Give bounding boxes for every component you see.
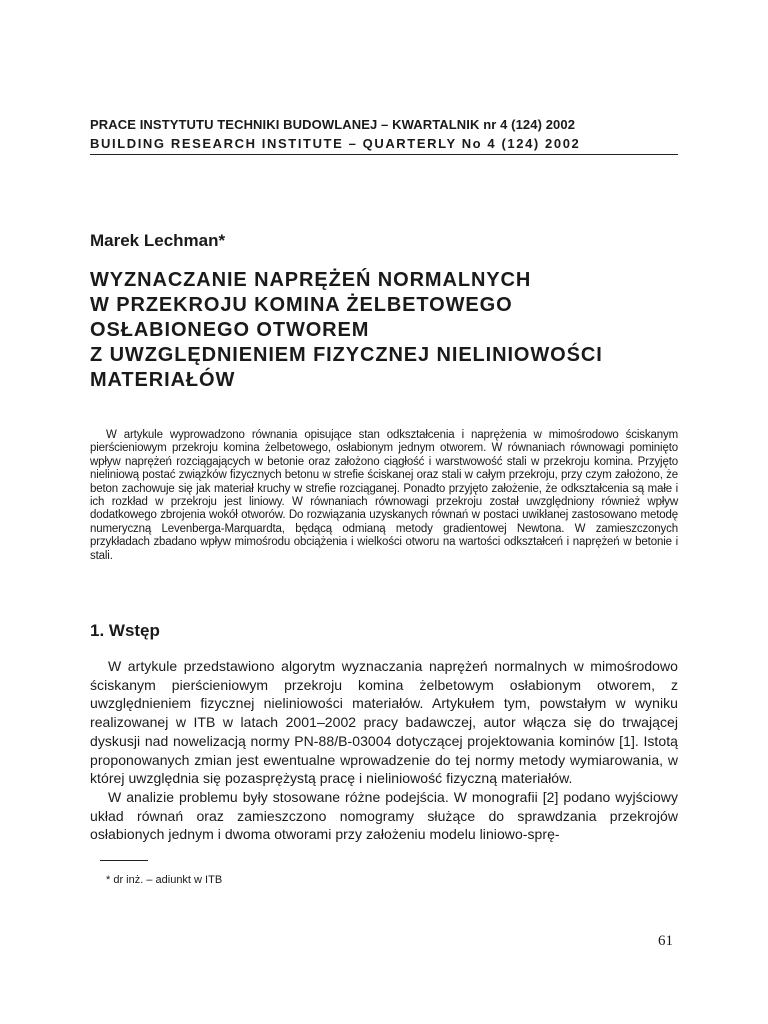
title-line: WYZNACZANIE NAPRĘŻEŃ NORMALNYCH (90, 269, 532, 291)
article-title (90, 268, 690, 393)
journal-header (90, 115, 678, 153)
title-line: W PRZEKROJU KOMINA ŻELBETOWEGO (90, 294, 513, 316)
footnote-divider (100, 860, 148, 861)
journal-header-polish: PRACE INSTYTUTU TECHNIKI BUDOWLANEJ – KWARTALNIK nr 4 (124) 2002 (90, 117, 576, 132)
title-line: MATERIAŁÓW (90, 369, 236, 391)
abstract-text: W artykule wyprowadzono równania opisujące stan odkształcenia i naprężenia w mimośrodowo ściskanym pierścieniowym przekroju komina żelbetowego, osłabionym jednym otworem. W równaniach równowagi pominięto wpływ naprężeń rozciągających w betonie oraz założono ciągłość i warstwowość stali w przekroju komina. Przyjęto nieliniową postać związków fizycznych betonu w strefie ściskanej oraz stali w całym przekroju, przy czym założono, że beton zachowuje się jak materiał kruchy w strefie rozciąganej. Ponadto przyjęto założenie, że odkształcenia są małe i ich rozkład w przekroju jest liniowy. W równaniach równowagi przekroju został uwzględniony również wpływ dodatkowego zbrojenia wokół otworów. Do rozwiązania uzyskanych równań w postaci uwikłanej zastosowano metodę numeryczną Levenberga-Marquardta, będącą odmianą metody gradientowej Newtona. W zamieszczonych przykładach zbadano wpływ mimośrodu obciążenia i wielkości otworu na wartości odkształceń i naprężeń w betonie i stali. (90, 429, 678, 562)
journal-header-english: BUILDING RESEARCH INSTITUTE – QUARTERLY No 4 (124) 2002 (90, 136, 581, 151)
footnote: * dr inż. – adiunkt w ITB (106, 874, 223, 886)
section-body (90, 657, 678, 844)
abstract (90, 429, 678, 563)
page-number: 61 (658, 933, 673, 949)
body-paragraph: W artykule przedstawiono algorytm wyznaczania naprężeń normalnych w mimośrodowo ściskanym pierścieniowym przekroju komina żelbetowym osłabionym otworem, z uwzględnieniem fizycznej nieliniowości materiałów. Artykułem tym, powstałym w wyniku realizowanej w ITB w latach 2001–2002 pracy badawczej, autor włącza się do trwającej dyskusji nad nowelizacją normy PN-88/B-03004 dotyczącej projektowania kominów [1]. Istotą proponowanych zmian jest ewentualne wprowadzenie do tej normy metody wymiarowania, w której uwzględnia się pozasprężystą pracę i nieliniowość fizyczną materiałów. (90, 658, 678, 787)
body-paragraph: W analizie problemu były stosowane różne podejścia. W monografii [2] podano wyjściowy układ równań oraz zamieszczono nomogramy służące do sprawdzania przekrojów osłabionych jednym i dwoma otworami przy założeniu modelu liniowo-sprę- (90, 788, 678, 843)
header-divider (90, 154, 678, 155)
author-name: Marek Lechman* (90, 231, 226, 250)
title-line: Z UWZGLĘDNIENIEM FIZYCZNEJ NIELINIOWOŚCI (90, 344, 603, 366)
section-heading: 1. Wstęp (90, 621, 160, 640)
title-line: OSŁABIONEGO OTWOREM (90, 319, 370, 341)
